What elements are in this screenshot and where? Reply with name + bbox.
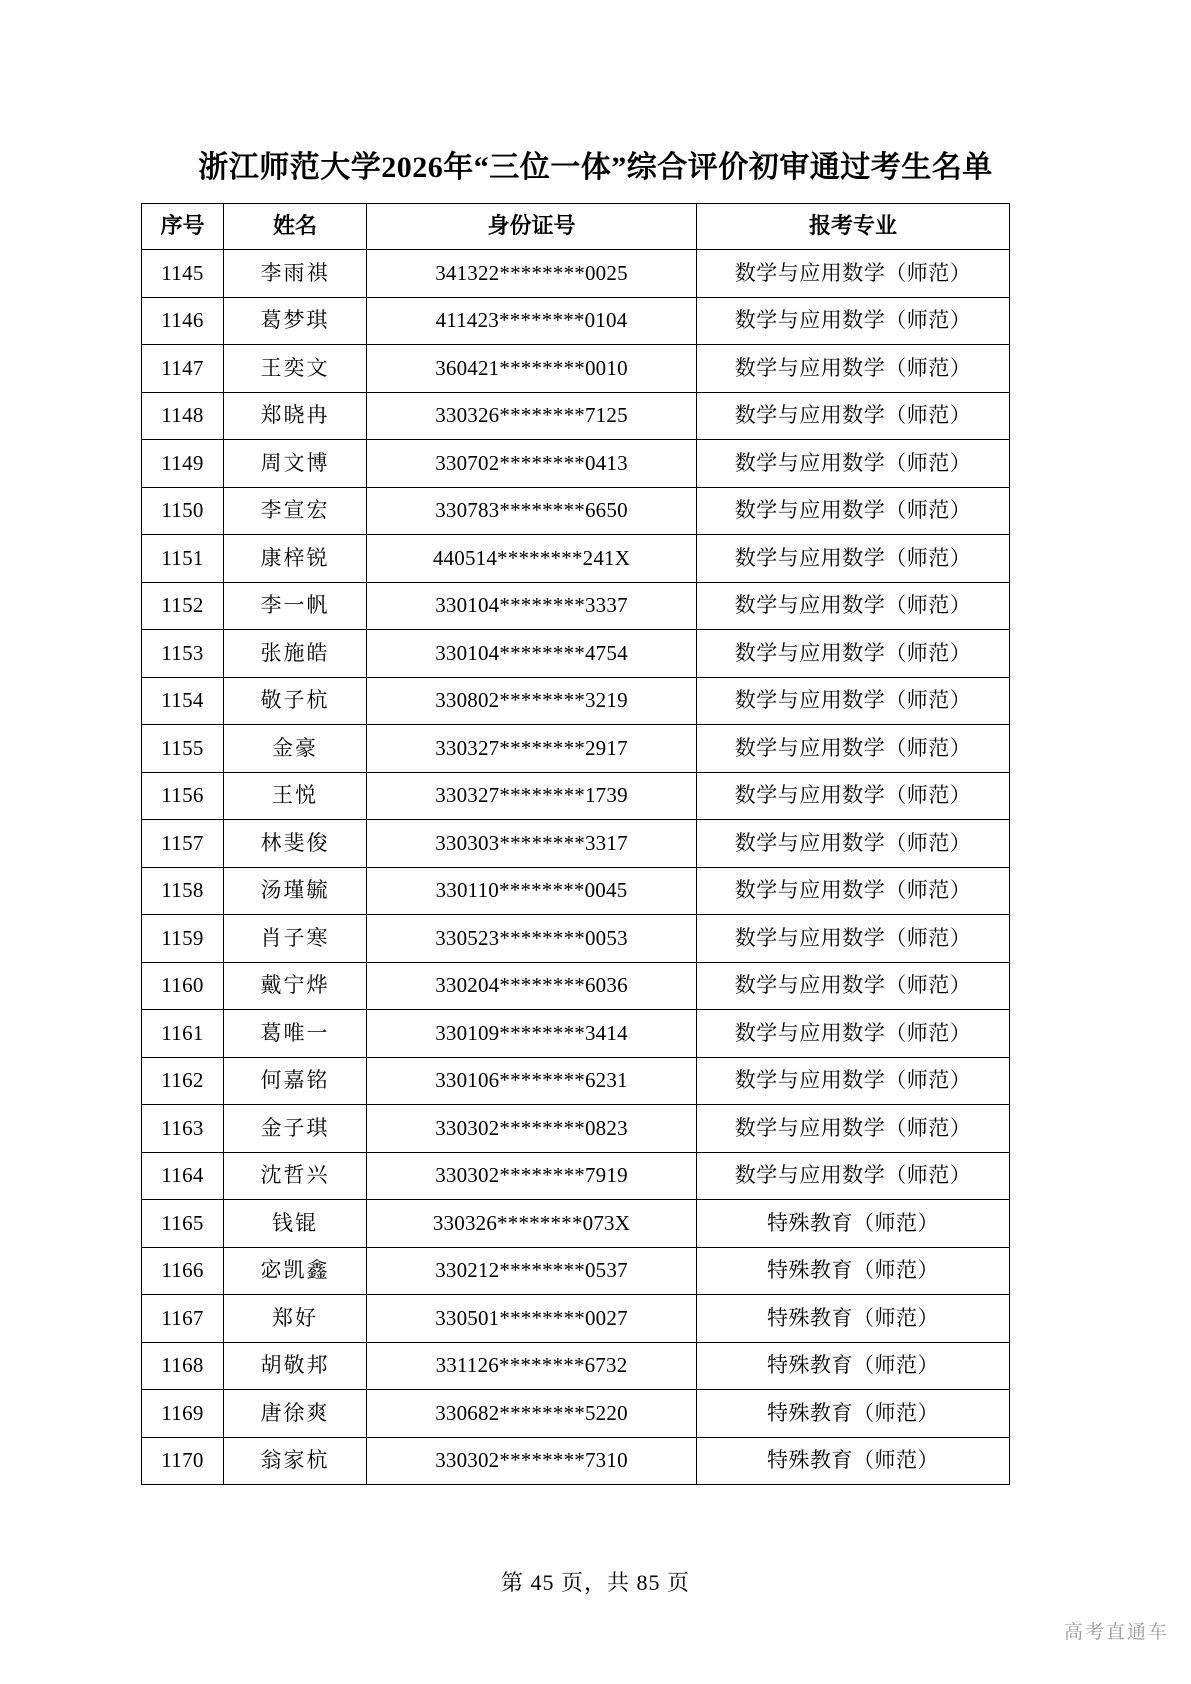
table-row (142, 582, 1010, 630)
cell-seq: 1149 (142, 440, 224, 488)
cell-id: 330802********3219 (367, 677, 697, 725)
cell-seq: 1155 (142, 725, 224, 773)
cell-major: 数学与应用数学（师范） (697, 867, 1010, 915)
cell-major: 特殊教育（师范） (697, 1437, 1010, 1485)
cell-major: 数学与应用数学（师范） (697, 487, 1010, 535)
cell-seq: 1159 (142, 915, 224, 963)
column-header-name: 姓名 (224, 204, 367, 250)
table-row (142, 1342, 1010, 1390)
cell-major: 数学与应用数学（师范） (697, 535, 1010, 583)
cell-seq: 1150 (142, 487, 224, 535)
cell-id: 360421********0010 (367, 345, 697, 393)
cell-major: 数学与应用数学（师范） (697, 915, 1010, 963)
column-header-id: 身份证号 (367, 204, 697, 250)
cell-name: 金豪 (224, 725, 367, 773)
cell-seq: 1164 (142, 1152, 224, 1200)
column-header-seq: 序号 (142, 204, 224, 250)
table-row (142, 1437, 1010, 1485)
cell-name: 郑晓冉 (224, 392, 367, 440)
cell-name: 何嘉铭 (224, 1057, 367, 1105)
cell-seq: 1167 (142, 1295, 224, 1343)
cell-major: 数学与应用数学（师范） (697, 1057, 1010, 1105)
table-row (142, 1200, 1010, 1248)
cell-id: 330702********0413 (367, 440, 697, 488)
table-row (142, 487, 1010, 535)
table-header (142, 204, 1010, 250)
cell-id: 330104********4754 (367, 630, 697, 678)
cell-seq: 1152 (142, 582, 224, 630)
cell-seq: 1165 (142, 1200, 224, 1248)
cell-seq: 1169 (142, 1390, 224, 1438)
cell-name: 王悦 (224, 772, 367, 820)
cell-id: 330302********7919 (367, 1152, 697, 1200)
cell-id: 330523********0053 (367, 915, 697, 963)
cell-seq: 1168 (142, 1342, 224, 1390)
source-watermark: 高考直通车 (1063, 1622, 1169, 1643)
cell-name: 周文博 (224, 440, 367, 488)
page-number-footer: 第 45 页，共 85 页 (500, 1570, 690, 1595)
cell-seq: 1153 (142, 630, 224, 678)
cell-id: 330204********6036 (367, 962, 697, 1010)
cell-id: 330327********1739 (367, 772, 697, 820)
table-row (142, 1010, 1010, 1058)
table-row (142, 962, 1010, 1010)
cell-id: 440514********241X (367, 535, 697, 583)
cell-name: 胡敬邦 (224, 1342, 367, 1390)
table-row (142, 1152, 1010, 1200)
table-row (142, 915, 1010, 963)
cell-id: 330302********7310 (367, 1437, 697, 1485)
cell-id: 330110********0045 (367, 867, 697, 915)
cell-major: 数学与应用数学（师范） (697, 1010, 1010, 1058)
cell-major: 特殊教育（师范） (697, 1247, 1010, 1295)
cell-seq: 1156 (142, 772, 224, 820)
cell-name: 金子琪 (224, 1105, 367, 1153)
cell-seq: 1158 (142, 867, 224, 915)
table-row (142, 345, 1010, 393)
cell-seq: 1162 (142, 1057, 224, 1105)
cell-major: 特殊教育（师范） (697, 1295, 1010, 1343)
cell-major: 数学与应用数学（师范） (697, 630, 1010, 678)
cell-name: 唐徐爽 (224, 1390, 367, 1438)
cell-major: 数学与应用数学（师范） (697, 962, 1010, 1010)
cell-name: 王奕文 (224, 345, 367, 393)
cell-seq: 1154 (142, 677, 224, 725)
table-row (142, 1105, 1010, 1153)
table-row (142, 1247, 1010, 1295)
cell-major: 数学与应用数学（师范） (697, 345, 1010, 393)
table-header-row (142, 204, 1010, 250)
cell-major: 特殊教育（师范） (697, 1342, 1010, 1390)
table-row (142, 772, 1010, 820)
cell-id: 330109********3414 (367, 1010, 697, 1058)
cell-id: 330212********0537 (367, 1247, 697, 1295)
cell-id: 330327********2917 (367, 725, 697, 773)
cell-major: 数学与应用数学（师范） (697, 677, 1010, 725)
cell-seq: 1147 (142, 345, 224, 393)
cell-major: 数学与应用数学（师范） (697, 820, 1010, 868)
cell-major: 数学与应用数学（师范） (697, 297, 1010, 345)
cell-name: 汤瑾毓 (224, 867, 367, 915)
cell-name: 葛唯一 (224, 1010, 367, 1058)
cell-major: 数学与应用数学（师范） (697, 772, 1010, 820)
cell-name: 张施皓 (224, 630, 367, 678)
cell-id: 330106********6231 (367, 1057, 697, 1105)
cell-major: 数学与应用数学（师范） (697, 392, 1010, 440)
table-row (142, 297, 1010, 345)
table-row (142, 725, 1010, 773)
cell-name: 宓凯鑫 (224, 1247, 367, 1295)
table-row (142, 867, 1010, 915)
cell-name: 康梓锐 (224, 535, 367, 583)
cell-id: 330783********6650 (367, 487, 697, 535)
cell-major: 数学与应用数学（师范） (697, 250, 1010, 298)
cell-id: 330326********7125 (367, 392, 697, 440)
cell-name: 戴宁烨 (224, 962, 367, 1010)
table-row (142, 1295, 1010, 1343)
column-header-major: 报考专业 (697, 204, 1010, 250)
cell-id: 331126********6732 (367, 1342, 697, 1390)
table-row (142, 630, 1010, 678)
cell-seq: 1160 (142, 962, 224, 1010)
cell-seq: 1170 (142, 1437, 224, 1485)
cell-name: 林斐俊 (224, 820, 367, 868)
table-row (142, 1057, 1010, 1105)
cell-name: 翁家杭 (224, 1437, 367, 1485)
cell-id: 330682********5220 (367, 1390, 697, 1438)
cell-id: 411423********0104 (367, 297, 697, 345)
candidate-roster-table (141, 203, 1010, 1485)
cell-name: 肖子寒 (224, 915, 367, 963)
page-title: 浙江师范大学2026年“三位一体”综合评价初审通过考生名单 (198, 151, 993, 184)
cell-seq: 1161 (142, 1010, 224, 1058)
cell-id: 341322********0025 (367, 250, 697, 298)
cell-id: 330302********0823 (367, 1105, 697, 1153)
cell-name: 敬子杭 (224, 677, 367, 725)
cell-name: 李宣宏 (224, 487, 367, 535)
cell-major: 数学与应用数学（师范） (697, 725, 1010, 773)
cell-id: 330104********3337 (367, 582, 697, 630)
cell-seq: 1163 (142, 1105, 224, 1153)
cell-seq: 1157 (142, 820, 224, 868)
cell-name: 李一帆 (224, 582, 367, 630)
cell-major: 数学与应用数学（师范） (697, 440, 1010, 488)
table-row (142, 392, 1010, 440)
cell-name: 沈哲兴 (224, 1152, 367, 1200)
cell-major: 数学与应用数学（师范） (697, 1105, 1010, 1153)
cell-major: 特殊教育（师范） (697, 1200, 1010, 1248)
cell-major: 数学与应用数学（师范） (697, 1152, 1010, 1200)
cell-major: 数学与应用数学（师范） (697, 582, 1010, 630)
cell-seq: 1148 (142, 392, 224, 440)
cell-name: 葛梦琪 (224, 297, 367, 345)
cell-name: 郑好 (224, 1295, 367, 1343)
cell-name: 李雨祺 (224, 250, 367, 298)
table-row (142, 1390, 1010, 1438)
table-row (142, 535, 1010, 583)
table-row (142, 820, 1010, 868)
table-body (142, 250, 1010, 1485)
cell-id: 330326********073X (367, 1200, 697, 1248)
table-row (142, 677, 1010, 725)
cell-major: 特殊教育（师范） (697, 1390, 1010, 1438)
cell-seq: 1166 (142, 1247, 224, 1295)
table-row (142, 440, 1010, 488)
cell-name: 钱锟 (224, 1200, 367, 1248)
cell-id: 330501********0027 (367, 1295, 697, 1343)
cell-seq: 1151 (142, 535, 224, 583)
cell-id: 330303********3317 (367, 820, 697, 868)
cell-seq: 1145 (142, 250, 224, 298)
table-row (142, 250, 1010, 298)
cell-seq: 1146 (142, 297, 224, 345)
